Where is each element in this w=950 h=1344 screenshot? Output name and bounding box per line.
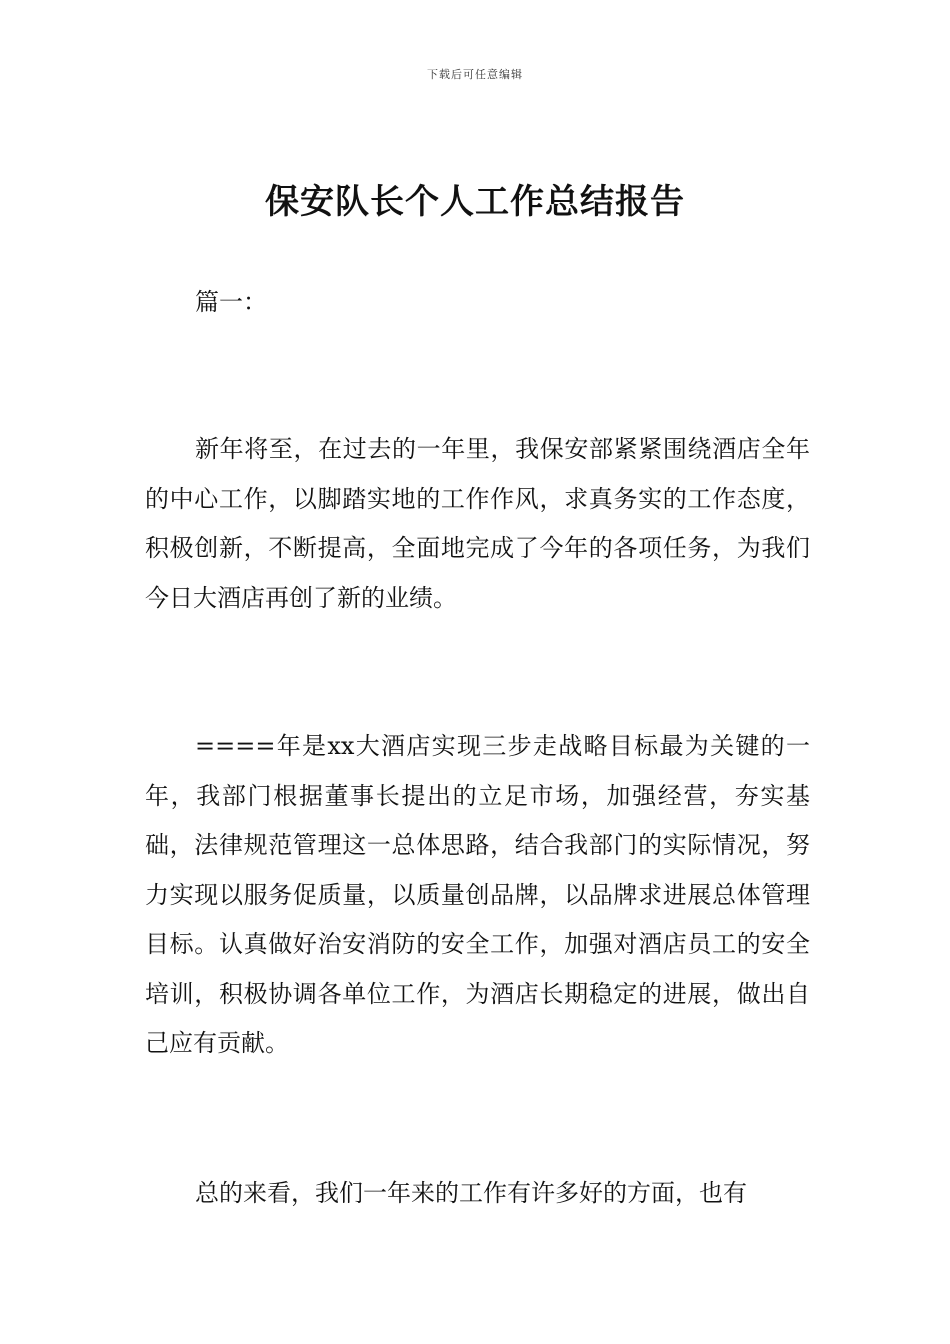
section-label: 篇一： (195, 288, 267, 316)
document-title: 保安队长个人工作总结报告 (265, 182, 685, 222)
paragraph-3: 总的来看，我们一年来的工作有许多好的方面，也有 (195, 1179, 747, 1207)
paragraph-1: 新年将至，在过去的一年里，我保安部紧紧围绕酒店全年的中心工作，以脚踏实地的工作作风，求真务实的工作态度，积极创新，不断提高，全面地完成了今年的各项任务，为我们今日大酒店再创了新的业绩。 (145, 435, 810, 612)
paragraph-2: ====年是xx大酒店实现三步走战略目标最为关键的一年，我部门根据董事长提出的立足市场，加强经营，夯实基础，法律规范管理这一总体思路，结合我部门的实际情况，努力实现以服务促质量，以质量创品牌，以品牌求进展总体管理目标。认真做好治安消防的安全工作，加强对酒店员工的安全培训，积极协调各单位工作，为酒店长期稳定的进展，做出自己应有贡献。 (145, 732, 810, 1057)
header-note: 下载后可任意编辑 (427, 68, 523, 81)
